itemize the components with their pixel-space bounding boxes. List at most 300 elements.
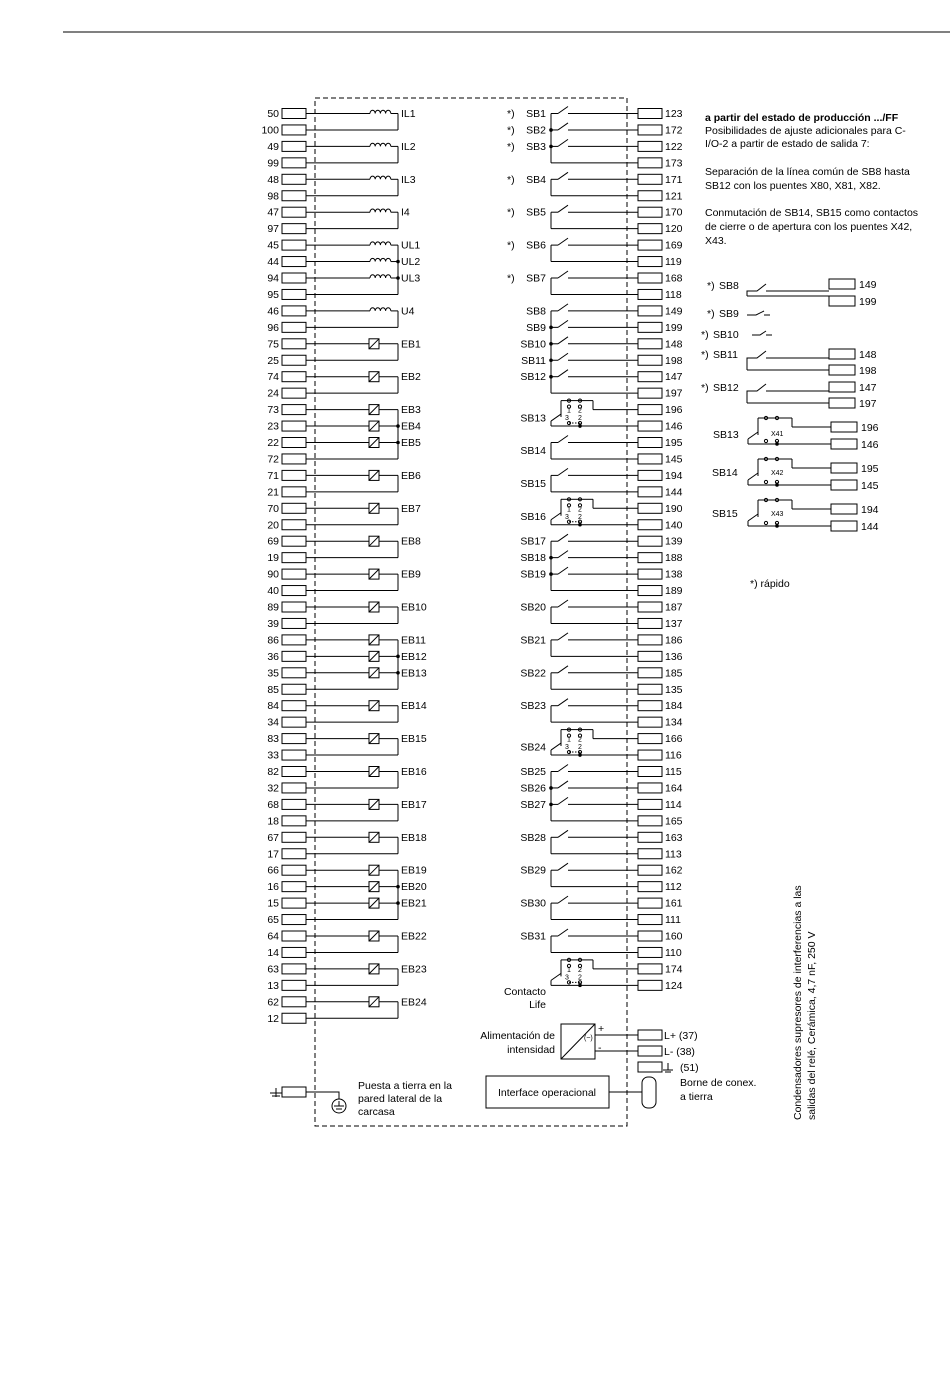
left-terminal-row [267, 799, 427, 811]
left-terminal-number: 74 [267, 371, 279, 384]
left-terminal-block [282, 109, 306, 119]
right-terminal-block [638, 602, 662, 612]
right-terminal-number: 171 [665, 173, 683, 186]
right-terminal-block [638, 717, 662, 727]
side-label-sb10: SB10 [713, 329, 739, 341]
left-terminal-block [282, 734, 306, 744]
left-terminal-block [282, 470, 306, 480]
right-terminal-block [638, 372, 662, 382]
relay-label: SB31 [520, 930, 546, 943]
right-terminal-block [638, 734, 662, 744]
left-terminal-number: 49 [267, 140, 279, 153]
pin-label: 2 [578, 513, 582, 521]
right-terminal-block [638, 849, 662, 859]
left-terminal-number: 85 [267, 683, 279, 696]
left-terminal-row [267, 717, 398, 729]
left-terminal-number: 72 [267, 453, 279, 466]
terminal-ground-left [282, 1087, 306, 1097]
left-terminal-block [282, 224, 306, 234]
input-label: EB20 [401, 881, 427, 894]
right-terminal-block [638, 651, 662, 661]
coil-icon [370, 110, 391, 113]
coil-icon [370, 308, 391, 311]
pin-label: 3 [565, 415, 569, 423]
left-terminal-block [282, 668, 306, 678]
left-terminal-number: 94 [267, 272, 279, 285]
fast-relay-mark: *) [507, 239, 515, 252]
left-terminal-block [282, 207, 306, 217]
left-terminal-number: 18 [267, 815, 279, 828]
housing-ground-text-1: Puesta a tierra en la [358, 1080, 452, 1092]
input-label: UL1 [401, 239, 421, 252]
left-terminal-row [267, 634, 426, 646]
ac-dc-glyph: (~) [584, 1035, 593, 1042]
right-terminal-block [638, 273, 662, 283]
relay-label: SB8 [526, 305, 546, 318]
left-terminal-block [282, 372, 306, 382]
left-terminal-row [267, 782, 398, 794]
notes-p3-line3: X43. [705, 235, 727, 247]
right-terminal-block [638, 980, 662, 990]
terminal-label-51: (51) [680, 1062, 699, 1074]
left-terminal-row [267, 223, 398, 235]
pin-label: 3 [565, 974, 569, 982]
right-terminal-block [638, 355, 662, 365]
input-label: EB6 [401, 469, 421, 482]
pin-label: 1 [567, 407, 571, 415]
left-terminal-row [267, 157, 398, 169]
left-terminal-number: 99 [267, 157, 279, 170]
relay-label: SB13 [520, 412, 546, 425]
right-terminal-block [638, 109, 662, 119]
right-terminal-number: 140 [665, 519, 683, 532]
right-terminal-number: 139 [665, 535, 683, 548]
left-terminal-number: 39 [267, 617, 279, 630]
left-terminal-block [282, 602, 306, 612]
pin-label: 2 [578, 506, 582, 514]
right-terminal-block [638, 536, 662, 546]
left-terminal-row [267, 519, 398, 531]
right-terminal-block [638, 289, 662, 299]
right-terminal-number: 166 [665, 733, 683, 746]
left-terminal-block [282, 832, 306, 842]
left-terminal-block [282, 405, 306, 415]
left-terminal-number: 22 [267, 437, 279, 449]
right-terminal-number: 123 [665, 108, 683, 120]
side-term-147: 147 [859, 382, 877, 394]
left-terminal-row [267, 651, 427, 663]
left-terminal-number: 65 [267, 914, 279, 927]
right-terminal-number: 199 [665, 321, 683, 334]
left-terminal-row [267, 602, 427, 614]
right-terminal-number: 190 [665, 502, 683, 515]
left-terminal-row [267, 618, 398, 630]
right-terminal-number: 198 [665, 354, 683, 367]
left-terminal-block [282, 635, 306, 645]
left-terminal-row [261, 124, 398, 136]
housing-ground-block [270, 1080, 452, 1118]
left-terminal-block [282, 915, 306, 925]
relay-label: SB10 [520, 338, 546, 351]
side-jumper-diagram [701, 279, 879, 533]
side-term-199: 199 [859, 296, 877, 308]
left-terminal-row [267, 865, 427, 877]
relay-label: SB7 [526, 272, 546, 285]
relay-label: SB23 [520, 700, 546, 713]
right-terminal-number: 112 [665, 881, 682, 894]
left-terminal-number: 86 [267, 634, 279, 647]
terminal-label-lminus: L- (38) [664, 1046, 695, 1058]
side-star-sb10: *) [701, 329, 709, 341]
right-terminal-number: 134 [665, 716, 683, 729]
left-terminal-block [282, 816, 306, 826]
left-terminal-row [267, 453, 398, 465]
right-terminal-number: 197 [665, 387, 683, 400]
pin-label: 2 [578, 407, 582, 415]
side-term-197: 197 [859, 398, 877, 410]
left-terminal-row [267, 963, 427, 975]
left-terminal-block [282, 1013, 306, 1023]
right-terminal-block [638, 618, 662, 628]
input-label: EB5 [401, 437, 421, 449]
right-terminal-number: 120 [665, 223, 683, 236]
right-terminal-column [507, 107, 683, 992]
left-terminal-block [282, 750, 306, 760]
right-terminal-number: 160 [665, 930, 683, 943]
left-terminal-row [267, 832, 427, 844]
left-terminal-row [267, 190, 398, 202]
pin-label: 3 [565, 744, 569, 752]
left-terminal-block [282, 322, 306, 332]
earth-terminal-label: Borne de conex. [680, 1077, 757, 1089]
side-term-149: 149 [859, 279, 877, 291]
coil-icon [370, 258, 391, 261]
left-terminal-number: 35 [267, 667, 279, 680]
left-terminal-number: 64 [267, 930, 279, 943]
right-terminal-block [638, 635, 662, 645]
left-terminal-block [282, 339, 306, 349]
right-terminal-number: 194 [665, 469, 683, 482]
left-terminal-block [282, 191, 306, 201]
relay-label: SB18 [520, 552, 546, 565]
left-terminal-number: 66 [267, 864, 279, 877]
right-terminal-block [638, 832, 662, 842]
operational-interface-label: Interface operacional [497, 1087, 597, 1099]
pin-label: 1 [567, 736, 571, 744]
coil-icon [370, 143, 391, 146]
input-label: EB3 [401, 404, 421, 417]
housing-ground-text-2: pared lateral de la [358, 1093, 443, 1105]
side-term-144: 144 [861, 521, 879, 533]
left-terminal-block [282, 701, 306, 711]
right-terminal-number: 137 [665, 617, 683, 630]
left-terminal-row [267, 733, 427, 745]
coil-icon [370, 209, 391, 212]
left-terminal-number: 89 [267, 601, 279, 614]
left-terminal-number: 33 [267, 749, 279, 762]
fast-relay-mark: *) [507, 140, 515, 153]
input-label: EB7 [401, 502, 421, 515]
left-terminal-row [267, 848, 398, 860]
pin-label: 2 [578, 974, 582, 982]
earth-terminal-connector [642, 1077, 656, 1108]
pin-label: 2 [578, 744, 582, 752]
right-terminal-block [638, 158, 662, 168]
left-terminal-number: 15 [267, 897, 279, 910]
left-terminal-number: 70 [267, 502, 279, 515]
relay-label: SB6 [526, 239, 546, 252]
notes-p3-line2: de cierre o de apertura con los puentes X42, [705, 221, 913, 233]
left-terminal-row [267, 552, 398, 564]
right-terminal-block [638, 438, 662, 448]
left-terminal-row [267, 305, 414, 317]
input-label: EB13 [401, 667, 427, 680]
input-label: EB14 [401, 700, 427, 713]
left-terminal-block [282, 947, 306, 957]
right-terminal-block [638, 339, 662, 349]
left-terminal-number: 21 [267, 486, 279, 499]
relay-label: SB22 [520, 667, 546, 680]
side-star-sb11: *) [701, 349, 709, 361]
left-terminal-number: 36 [267, 650, 279, 663]
left-terminal-block [282, 355, 306, 365]
side-star-sb9: *) [707, 308, 715, 320]
right-terminal-block [638, 306, 662, 316]
right-terminal-number: 168 [665, 272, 683, 285]
right-terminal-number: 173 [665, 157, 683, 170]
input-label: UL2 [401, 256, 421, 269]
left-terminal-number: 17 [267, 848, 279, 861]
left-terminal-row [267, 914, 398, 926]
left-terminal-number: 96 [267, 321, 279, 334]
left-terminal-row [267, 141, 415, 153]
left-terminal-number: 82 [267, 766, 279, 778]
left-terminal-block [282, 158, 306, 168]
plus-sign: + [598, 1023, 605, 1035]
relay-label: SB3 [526, 140, 546, 153]
left-terminal-block [282, 684, 306, 694]
right-terminal-number: 114 [665, 798, 682, 811]
left-terminal-number: 73 [267, 404, 279, 417]
right-terminal-block [638, 915, 662, 925]
left-terminal-row [267, 486, 398, 498]
right-terminal-number: 116 [665, 749, 682, 762]
left-terminal-block [282, 882, 306, 892]
left-terminal-block [282, 799, 306, 809]
relay-label: SB20 [520, 601, 546, 614]
left-terminal-number: 95 [267, 288, 279, 301]
side-label-sb12: SB12 [713, 382, 739, 394]
left-terminal-number: 98 [267, 190, 279, 203]
right-terminal-number: 144 [665, 486, 683, 499]
input-label: IL2 [401, 140, 416, 153]
right-terminal-block [638, 125, 662, 135]
left-terminal-number: 67 [267, 831, 279, 844]
terminal-lminus [638, 1046, 662, 1056]
right-terminal-block [638, 668, 662, 678]
power-supply-label-2: intensidad [507, 1044, 555, 1056]
left-terminal-row [267, 980, 398, 992]
right-terminal-block [638, 701, 662, 711]
left-terminal-row [267, 766, 427, 778]
input-label: IL3 [401, 173, 416, 186]
left-terminal-number: 14 [267, 946, 279, 959]
input-label: EB18 [401, 831, 427, 844]
pin-label: 1 [567, 966, 571, 974]
left-terminal-number: 75 [267, 338, 279, 351]
pin-label: 2 [578, 966, 582, 974]
right-terminal-block [638, 931, 662, 941]
relay-label: SB2 [526, 124, 546, 137]
left-terminal-block [282, 520, 306, 530]
right-terminal-number: 149 [665, 305, 683, 318]
right-terminal-block [638, 569, 662, 579]
input-label: EB16 [401, 766, 427, 778]
left-terminal-number: 71 [267, 469, 279, 482]
relay-label: SB1 [526, 108, 546, 120]
input-label: EB15 [401, 733, 427, 746]
side-jumper-x43: X43 [771, 511, 784, 518]
minus-sign: - [598, 1042, 602, 1054]
right-terminal-block [638, 141, 662, 151]
right-terminal-block [638, 207, 662, 217]
input-label: IL1 [401, 108, 416, 120]
notes-p2-line1: Separación de la línea común de SB8 hasta [705, 166, 910, 178]
right-terminal-number: 145 [665, 453, 683, 466]
left-terminal-row [267, 667, 427, 679]
input-label: EB9 [401, 568, 421, 581]
earth-terminal-label-2: a tierra [680, 1091, 713, 1103]
input-label: EB2 [401, 371, 421, 384]
side-term-196: 196 [861, 422, 879, 434]
right-terminal-block [638, 783, 662, 793]
right-terminal-block [638, 553, 662, 563]
side-term-194: 194 [861, 504, 879, 516]
right-terminal-number: 124 [665, 979, 683, 992]
left-terminal-row [267, 947, 398, 959]
left-terminal-block [282, 931, 306, 941]
rapid-note: *) rápido [750, 578, 790, 590]
right-terminal-number: 111 [665, 914, 681, 927]
left-terminal-number: 40 [267, 585, 279, 598]
relay-label: SB21 [520, 634, 546, 647]
left-terminal-row [267, 700, 427, 712]
terminal-label-lplus: L+ (37) [664, 1030, 698, 1042]
side-star-sb12: *) [701, 382, 709, 394]
input-label: EB24 [401, 996, 427, 1009]
relay-label: SB14 [520, 445, 546, 458]
relay-label: SB24 [520, 741, 546, 754]
input-label: EB11 [401, 634, 426, 647]
terminal-ground-51 [638, 1062, 662, 1072]
input-label: EB23 [401, 963, 427, 976]
input-label: UL3 [401, 272, 421, 285]
capacitor-note-line2: salidas del relé, Cerámica, 4,7 nF, 250 V [806, 931, 818, 1120]
left-terminal-number: 19 [267, 552, 279, 565]
left-terminal-number: 46 [267, 305, 279, 318]
right-terminal-number: 122 [665, 140, 683, 153]
right-terminal-block [638, 470, 662, 480]
left-terminal-block [282, 980, 306, 990]
input-label: EB22 [401, 930, 427, 943]
left-terminal-block [282, 849, 306, 859]
left-terminal-block [282, 997, 306, 1007]
left-terminal-block [282, 717, 306, 727]
input-label: EB8 [401, 535, 421, 548]
relay-label: SB26 [520, 782, 546, 795]
right-terminal-block [638, 684, 662, 694]
pin-label: 3 [565, 513, 569, 521]
left-terminal-block [282, 174, 306, 184]
left-terminal-block [282, 865, 306, 875]
coil-icon [370, 275, 391, 278]
relay-label: SB25 [520, 766, 546, 778]
right-terminal-block [638, 865, 662, 875]
side-term-198: 198 [859, 365, 877, 377]
right-terminal-number: 184 [665, 700, 683, 713]
left-terminal-block [282, 273, 306, 283]
right-terminal-block [638, 405, 662, 415]
left-terminal-block [282, 438, 306, 448]
right-terminal-number: 161 [665, 897, 683, 910]
right-terminal-number: 136 [665, 650, 683, 663]
pin-label: 2 [578, 736, 582, 744]
left-terminal-number: 12 [267, 1012, 279, 1025]
right-terminal-block [638, 799, 662, 809]
left-terminal-block [282, 454, 306, 464]
left-terminal-row [267, 585, 398, 597]
relay-label: SB4 [526, 173, 546, 186]
coil-icon [370, 242, 391, 245]
left-terminal-row [267, 388, 398, 400]
right-terminal-block [638, 520, 662, 530]
relay-label: SB28 [520, 831, 546, 844]
left-terminal-block [282, 586, 306, 596]
left-terminal-number: 90 [267, 568, 279, 581]
left-terminal-row [267, 355, 398, 367]
right-terminal-block [638, 882, 662, 892]
left-terminal-row [267, 289, 398, 301]
relay-label: SB12 [520, 371, 546, 384]
right-terminal-number: 164 [665, 782, 683, 795]
side-term-146: 146 [861, 439, 879, 451]
left-terminal-block [282, 783, 306, 793]
left-terminal-block [282, 898, 306, 908]
left-terminal-row [267, 174, 415, 186]
right-terminal-number: 165 [665, 815, 683, 828]
right-terminal-number: 146 [665, 420, 683, 433]
side-label-sb14: SB14 [712, 467, 738, 479]
fast-relay-mark: *) [507, 108, 515, 120]
left-terminal-row [267, 996, 427, 1008]
right-terminal-number: 121 [665, 190, 683, 203]
left-terminal-block [282, 421, 306, 431]
input-label: EB1 [401, 338, 421, 351]
side-label-sb13: SB13 [713, 429, 739, 441]
left-terminal-block [282, 618, 306, 628]
right-terminal-block [638, 191, 662, 201]
side-label-sb8: SB8 [719, 280, 739, 292]
left-terminal-row [267, 108, 415, 120]
housing-ground-text-3: carcasa [358, 1106, 395, 1118]
power-supply-label: Alimentación de [480, 1030, 555, 1042]
right-terminal-block [638, 750, 662, 760]
left-terminal-column [261, 108, 426, 1025]
left-terminal-number: 34 [267, 716, 279, 729]
left-terminal-block [282, 964, 306, 974]
input-label: I4 [401, 206, 410, 219]
right-terminal-number: 110 [665, 946, 682, 959]
